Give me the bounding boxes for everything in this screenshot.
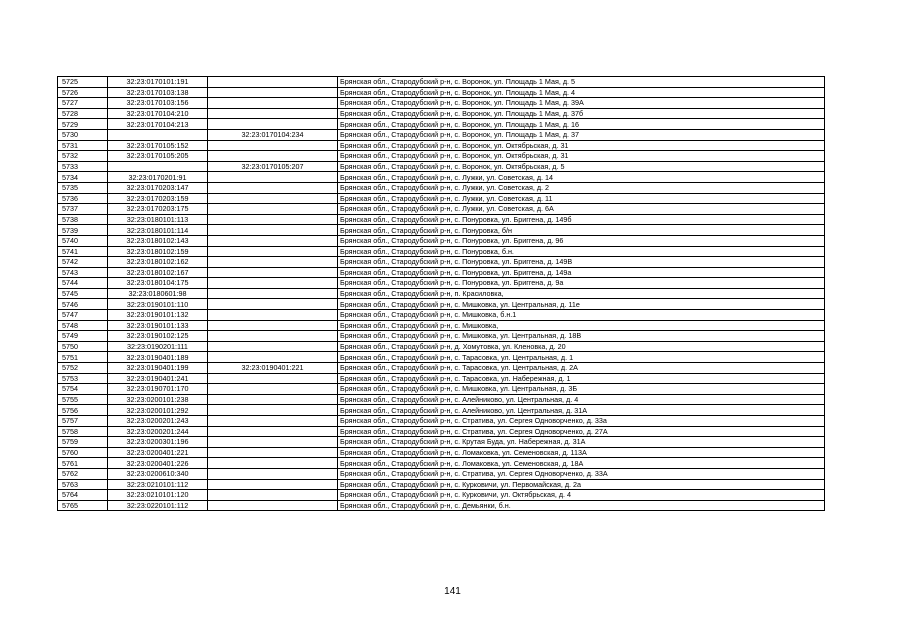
address-cell: Брянская обл., Стародубский р-н, с. Воронок, ул. Площадь 1 Мая, д. 5 <box>338 77 825 88</box>
table-row <box>58 87 825 98</box>
cadastral-number-cell: 32:23:0170203:147 <box>108 182 208 193</box>
cadastral-number-cell: 32:23:0190101:132 <box>108 310 208 321</box>
row-number-cell: 5748 <box>58 320 108 331</box>
address-cell: Брянская обл., Стародубский р-н, с. Курковичи, ул. Октябрьская, д. 4 <box>338 490 825 501</box>
table-row <box>58 140 825 151</box>
table-row <box>58 235 825 246</box>
table-row <box>58 479 825 490</box>
address-cell: Брянская обл., Стародубский р-н, с. Мишковка, ул. Центральная, д. 3Б <box>338 384 825 395</box>
address-cell: Брянская обл., Стародубский р-н, с. Воронок, ул. Октябрьская, д. 31 <box>338 151 825 162</box>
cadastral-number-alt-cell <box>208 98 338 109</box>
cadastral-number-cell: 32:23:0170103:156 <box>108 98 208 109</box>
row-number-cell: 5738 <box>58 214 108 225</box>
cadastral-number-alt-cell <box>208 310 338 321</box>
table-row <box>58 416 825 427</box>
table-row <box>58 246 825 257</box>
cadastral-number-cell: 32:23:0180101:113 <box>108 214 208 225</box>
cadastral-number-cell: 32:23:0200201:244 <box>108 426 208 437</box>
table-row <box>58 172 825 183</box>
cadastral-number-cell: 32:23:0170103:138 <box>108 87 208 98</box>
cadastral-number-alt-cell <box>208 182 338 193</box>
cadastral-number-cell: 32:23:0180102:143 <box>108 235 208 246</box>
cadastral-number-alt-cell <box>208 140 338 151</box>
cadastral-number-alt-cell <box>208 77 338 88</box>
table-row <box>58 257 825 268</box>
cadastral-number-cell: 32:23:0190701:170 <box>108 384 208 395</box>
cadastral-number-alt-cell <box>208 204 338 215</box>
table-row <box>58 299 825 310</box>
cadastral-number-alt-cell <box>208 246 338 257</box>
cadastral-number-cell: 32:23:0200201:243 <box>108 416 208 427</box>
cadastral-number-cell: 32:23:0200401:221 <box>108 447 208 458</box>
table-row <box>58 331 825 342</box>
row-number-cell: 5751 <box>58 352 108 363</box>
property-table <box>57 76 825 511</box>
address-cell: Брянская обл., Стародубский р-н, с. Ломаковка, ул. Семеновская, д. 113А <box>338 447 825 458</box>
cadastral-number-cell: 32:23:0170101:191 <box>108 77 208 88</box>
cadastral-number-cell: 32:23:0210101:120 <box>108 490 208 501</box>
row-number-cell: 5758 <box>58 426 108 437</box>
address-cell: Брянская обл., Стародубский р-н, с. Мишковка, б.н.1 <box>338 310 825 321</box>
address-cell: Брянская обл., Стародубский р-н, с. Понуровка, ул. Бриггена, д. 149б <box>338 214 825 225</box>
row-number-cell: 5727 <box>58 98 108 109</box>
cadastral-number-alt-cell <box>208 458 338 469</box>
row-number-cell: 5755 <box>58 394 108 405</box>
address-cell: Брянская обл., Стародубский р-н, с. Ломаковка, ул. Семеновская, д. 18А <box>338 458 825 469</box>
cadastral-number-alt-cell <box>208 267 338 278</box>
address-cell: Брянская обл., Стародубский р-н, с. Мишковка, ул. Центральная, д. 18В <box>338 331 825 342</box>
address-cell: Брянская обл., Стародубский р-н, с. Алейниково, ул. Центральная, д. 31А <box>338 405 825 416</box>
row-number-cell: 5757 <box>58 416 108 427</box>
table-row <box>58 384 825 395</box>
row-number-cell: 5753 <box>58 373 108 384</box>
table-row <box>58 288 825 299</box>
cadastral-number-alt-cell <box>208 172 338 183</box>
table-row <box>58 119 825 130</box>
cadastral-number-alt-cell <box>208 468 338 479</box>
address-cell: Брянская обл., Стародубский р-н, с. Мишковка, ул. Центральная, д. 11е <box>338 299 825 310</box>
table-row <box>58 151 825 162</box>
cadastral-number-alt-cell <box>208 394 338 405</box>
table-row <box>58 193 825 204</box>
row-number-cell: 5732 <box>58 151 108 162</box>
row-number-cell: 5734 <box>58 172 108 183</box>
row-number-cell: 5764 <box>58 490 108 501</box>
cadastral-number-alt-cell: 32:23:0170105:207 <box>208 161 338 172</box>
cadastral-number-cell: 32:23:0190401:241 <box>108 373 208 384</box>
cadastral-number-alt-cell <box>208 235 338 246</box>
address-cell: Брянская обл., Стародубский р-н, с. Понуровка, ул. Бриггена, д. 149а <box>338 267 825 278</box>
row-number-cell: 5749 <box>58 331 108 342</box>
cadastral-number-cell: 32:23:0170201:91 <box>108 172 208 183</box>
table-row <box>58 129 825 140</box>
table-row <box>58 310 825 321</box>
cadastral-number-cell: 32:23:0180102:167 <box>108 267 208 278</box>
row-number-cell: 5754 <box>58 384 108 395</box>
cadastral-number-cell: 32:23:0170105:152 <box>108 140 208 151</box>
address-cell: Брянская обл., Стародубский р-н, с. Алейниково, ул. Центральная, д. 4 <box>338 394 825 405</box>
cadastral-number-cell: 32:23:0190401:199 <box>108 363 208 374</box>
table-row <box>58 468 825 479</box>
cadastral-number-cell: 32:23:0180101:114 <box>108 225 208 236</box>
address-cell: Брянская обл., Стародубский р-н, с. Крутая Буда, ул. Набережная, д. 31А <box>338 437 825 448</box>
row-number-cell: 5739 <box>58 225 108 236</box>
address-cell: Брянская обл., Стародубский р-н, с. Курковичи, ул. Первомайская, д. 2а <box>338 479 825 490</box>
cadastral-number-alt-cell <box>208 331 338 342</box>
row-number-cell: 5728 <box>58 108 108 119</box>
table-row <box>58 267 825 278</box>
address-cell: Брянская обл., Стародубский р-н, с. Воронок, ул. Площадь 1 Мая, д. 37 <box>338 129 825 140</box>
address-cell: Брянская обл., Стародубский р-н, с. Демьянки, б.н. <box>338 500 825 511</box>
address-cell: Брянская обл., Стародубский р-н, с. Лужки, ул. Советская, д. 6А <box>338 204 825 215</box>
row-number-cell: 5733 <box>58 161 108 172</box>
address-cell: Брянская обл., Стародубский р-н, с. Тарасовка, ул. Набережная, д. 1 <box>338 373 825 384</box>
cadastral-number-alt-cell: 32:23:0170104:234 <box>208 129 338 140</box>
cadastral-number-cell: 32:23:0170203:175 <box>108 204 208 215</box>
cadastral-number-alt-cell <box>208 257 338 268</box>
address-cell: Брянская обл., Стародубский р-н, с. Воронок, ул. Площадь 1 Мая, д. 37б <box>338 108 825 119</box>
table-row <box>58 373 825 384</box>
row-number-cell: 5735 <box>58 182 108 193</box>
table-row <box>58 490 825 501</box>
address-cell: Брянская обл., Стародубский р-н, с. Понуровка, ул. Бриггена, д. 149В <box>338 257 825 268</box>
row-number-cell: 5746 <box>58 299 108 310</box>
cadastral-number-alt-cell <box>208 108 338 119</box>
cadastral-number-cell: 32:23:0190102:125 <box>108 331 208 342</box>
row-number-cell: 5743 <box>58 267 108 278</box>
table-row <box>58 394 825 405</box>
cadastral-number-alt-cell <box>208 384 338 395</box>
cadastral-number-cell: 32:23:0190101:110 <box>108 299 208 310</box>
table-row <box>58 77 825 88</box>
address-cell: Брянская обл., Стародубский р-н, с. Воронок, ул. Площадь 1 Мая, д. 4 <box>338 87 825 98</box>
table-row <box>58 405 825 416</box>
row-number-cell: 5729 <box>58 119 108 130</box>
cadastral-number-cell: 32:23:0210101:112 <box>108 479 208 490</box>
row-number-cell: 5761 <box>58 458 108 469</box>
cadastral-number-cell <box>108 161 208 172</box>
cadastral-number-cell: 32:23:0170105:205 <box>108 151 208 162</box>
cadastral-number-alt-cell <box>208 299 338 310</box>
row-number-cell: 5756 <box>58 405 108 416</box>
row-number-cell: 5752 <box>58 363 108 374</box>
address-cell: Брянская обл., Стародубский р-н, с. Воронок, ул. Октябрьская, д. 31 <box>338 140 825 151</box>
cadastral-number-alt-cell <box>208 278 338 289</box>
cadastral-number-alt-cell <box>208 426 338 437</box>
cadastral-number-alt-cell <box>208 119 338 130</box>
address-cell: Брянская обл., Стародубский р-н, с. Воронок, ул. Площадь 1 Мая, д. 39А <box>338 98 825 109</box>
cadastral-number-alt-cell <box>208 447 338 458</box>
cadastral-number-alt-cell <box>208 490 338 501</box>
cadastral-number-cell: 32:23:0180102:162 <box>108 257 208 268</box>
address-cell: Брянская обл., Стародубский р-н, с. Воронок, ул. Площадь 1 Мая, д. 16 <box>338 119 825 130</box>
table-row <box>58 352 825 363</box>
table-body <box>58 77 825 511</box>
row-number-cell: 5750 <box>58 341 108 352</box>
address-cell: Брянская обл., Стародубский р-н, с. Лужки, ул. Советская, д. 14 <box>338 172 825 183</box>
cadastral-number-cell: 32:23:0190401:189 <box>108 352 208 363</box>
cadastral-number-alt-cell <box>208 151 338 162</box>
address-cell: Брянская обл., Стародубский р-н, с. Понуровка, б.н. <box>338 246 825 257</box>
table-row <box>58 225 825 236</box>
cadastral-number-alt-cell <box>208 320 338 331</box>
address-cell: Брянская обл., Стародубский р-н, с. Тарасовка, ул. Центральная, д. 1 <box>338 352 825 363</box>
row-number-cell: 5737 <box>58 204 108 215</box>
row-number-cell: 5745 <box>58 288 108 299</box>
row-number-cell: 5762 <box>58 468 108 479</box>
row-number-cell: 5765 <box>58 500 108 511</box>
table-row <box>58 108 825 119</box>
table-row <box>58 161 825 172</box>
address-cell: Брянская обл., Стародубский р-н, с. Тарасовка, ул. Центральная, д. 2А <box>338 363 825 374</box>
row-number-cell: 5736 <box>58 193 108 204</box>
address-cell: Брянская обл., Стародубский р-н, с. Стратива, ул. Сергея Одноворченко, д. 33А <box>338 468 825 479</box>
cadastral-number-cell: 32:23:0170203:159 <box>108 193 208 204</box>
address-cell: Брянская обл., Стародубский р-н, с. Понуровка, ул. Бриггена, д. 96 <box>338 235 825 246</box>
table-row <box>58 341 825 352</box>
cadastral-number-alt-cell <box>208 373 338 384</box>
row-number-cell: 5760 <box>58 447 108 458</box>
address-cell: Брянская обл., Стародубский р-н, с. Мишковка, <box>338 320 825 331</box>
cadastral-number-cell: 32:23:0190101:133 <box>108 320 208 331</box>
table-row <box>58 278 825 289</box>
cadastral-number-alt-cell <box>208 416 338 427</box>
row-number-cell: 5741 <box>58 246 108 257</box>
cadastral-number-cell: 32:23:0200301:196 <box>108 437 208 448</box>
cadastral-number-alt-cell <box>208 341 338 352</box>
cadastral-number-alt-cell <box>208 352 338 363</box>
row-number-cell: 5731 <box>58 140 108 151</box>
address-cell: Брянская обл., Стародубский р-н, с. Лужки, ул. Советская, д. 11 <box>338 193 825 204</box>
row-number-cell: 5740 <box>58 235 108 246</box>
cadastral-number-cell: 32:23:0200101:292 <box>108 405 208 416</box>
cadastral-number-alt-cell <box>208 500 338 511</box>
cadastral-number-cell: 32:23:0200401:226 <box>108 458 208 469</box>
address-cell: Брянская обл., Стародубский р-н, с. Воронок, ул. Октябрьская, д. 5 <box>338 161 825 172</box>
address-cell: Брянская обл., Стародубский р-н, с. Лужки, ул. Советская, д. 2 <box>338 182 825 193</box>
address-cell: Брянская обл., Стародубский р-н, с. Понуровка, б/н <box>338 225 825 236</box>
cadastral-number-alt-cell <box>208 214 338 225</box>
cadastral-number-alt-cell <box>208 405 338 416</box>
address-cell: Брянская обл., Стародубский р-н, с. Стратива, ул. Сергея Одноворченко, д. 27А <box>338 426 825 437</box>
row-number-cell: 5759 <box>58 437 108 448</box>
row-number-cell: 5747 <box>58 310 108 321</box>
table-row <box>58 437 825 448</box>
cadastral-number-cell: 32:23:0200610:340 <box>108 468 208 479</box>
cadastral-number-cell: 32:23:0220101:112 <box>108 500 208 511</box>
cadastral-number-alt-cell <box>208 288 338 299</box>
cadastral-number-alt-cell <box>208 479 338 490</box>
row-number-cell: 5725 <box>58 77 108 88</box>
address-cell: Брянская обл., Стародубский р-н, с. Понуровка, ул. Бриггена, д. 9а <box>338 278 825 289</box>
cadastral-number-cell: 32:23:0180601:98 <box>108 288 208 299</box>
row-number-cell: 5744 <box>58 278 108 289</box>
cadastral-number-cell: 32:23:0190201:111 <box>108 341 208 352</box>
cadastral-number-alt-cell <box>208 87 338 98</box>
cadastral-number-alt-cell <box>208 225 338 236</box>
table-row <box>58 447 825 458</box>
table-row <box>58 320 825 331</box>
table-row <box>58 363 825 374</box>
cadastral-number-cell: 32:23:0170104:210 <box>108 108 208 119</box>
table-row <box>58 98 825 109</box>
address-cell: Брянская обл., Стародубский р-н, п. Красиловка, <box>338 288 825 299</box>
cadastral-number-alt-cell <box>208 193 338 204</box>
table-row <box>58 182 825 193</box>
table-row <box>58 204 825 215</box>
cadastral-number-cell: 32:23:0180102:159 <box>108 246 208 257</box>
cadastral-number-cell: 32:23:0200101:238 <box>108 394 208 405</box>
page-number: 141 <box>444 586 461 597</box>
cadastral-number-cell: 32:23:0180104:175 <box>108 278 208 289</box>
cadastral-number-alt-cell: 32:23:0190401:221 <box>208 363 338 374</box>
table-row <box>58 458 825 469</box>
table-row <box>58 426 825 437</box>
table-row <box>58 214 825 225</box>
address-cell: Брянская обл., Стародубский р-н, с. Стратива, ул. Сергея Одноворченко, д. 33а <box>338 416 825 427</box>
address-cell: Брянская обл., Стародубский р-н, д. Хомутовка, ул. Кленовка, д. 20 <box>338 341 825 352</box>
row-number-cell: 5763 <box>58 479 108 490</box>
row-number-cell: 5742 <box>58 257 108 268</box>
table-row <box>58 500 825 511</box>
row-number-cell: 5726 <box>58 87 108 98</box>
cadastral-number-alt-cell <box>208 437 338 448</box>
row-number-cell: 5730 <box>58 129 108 140</box>
cadastral-number-cell: 32:23:0170104:213 <box>108 119 208 130</box>
cadastral-number-cell <box>108 129 208 140</box>
